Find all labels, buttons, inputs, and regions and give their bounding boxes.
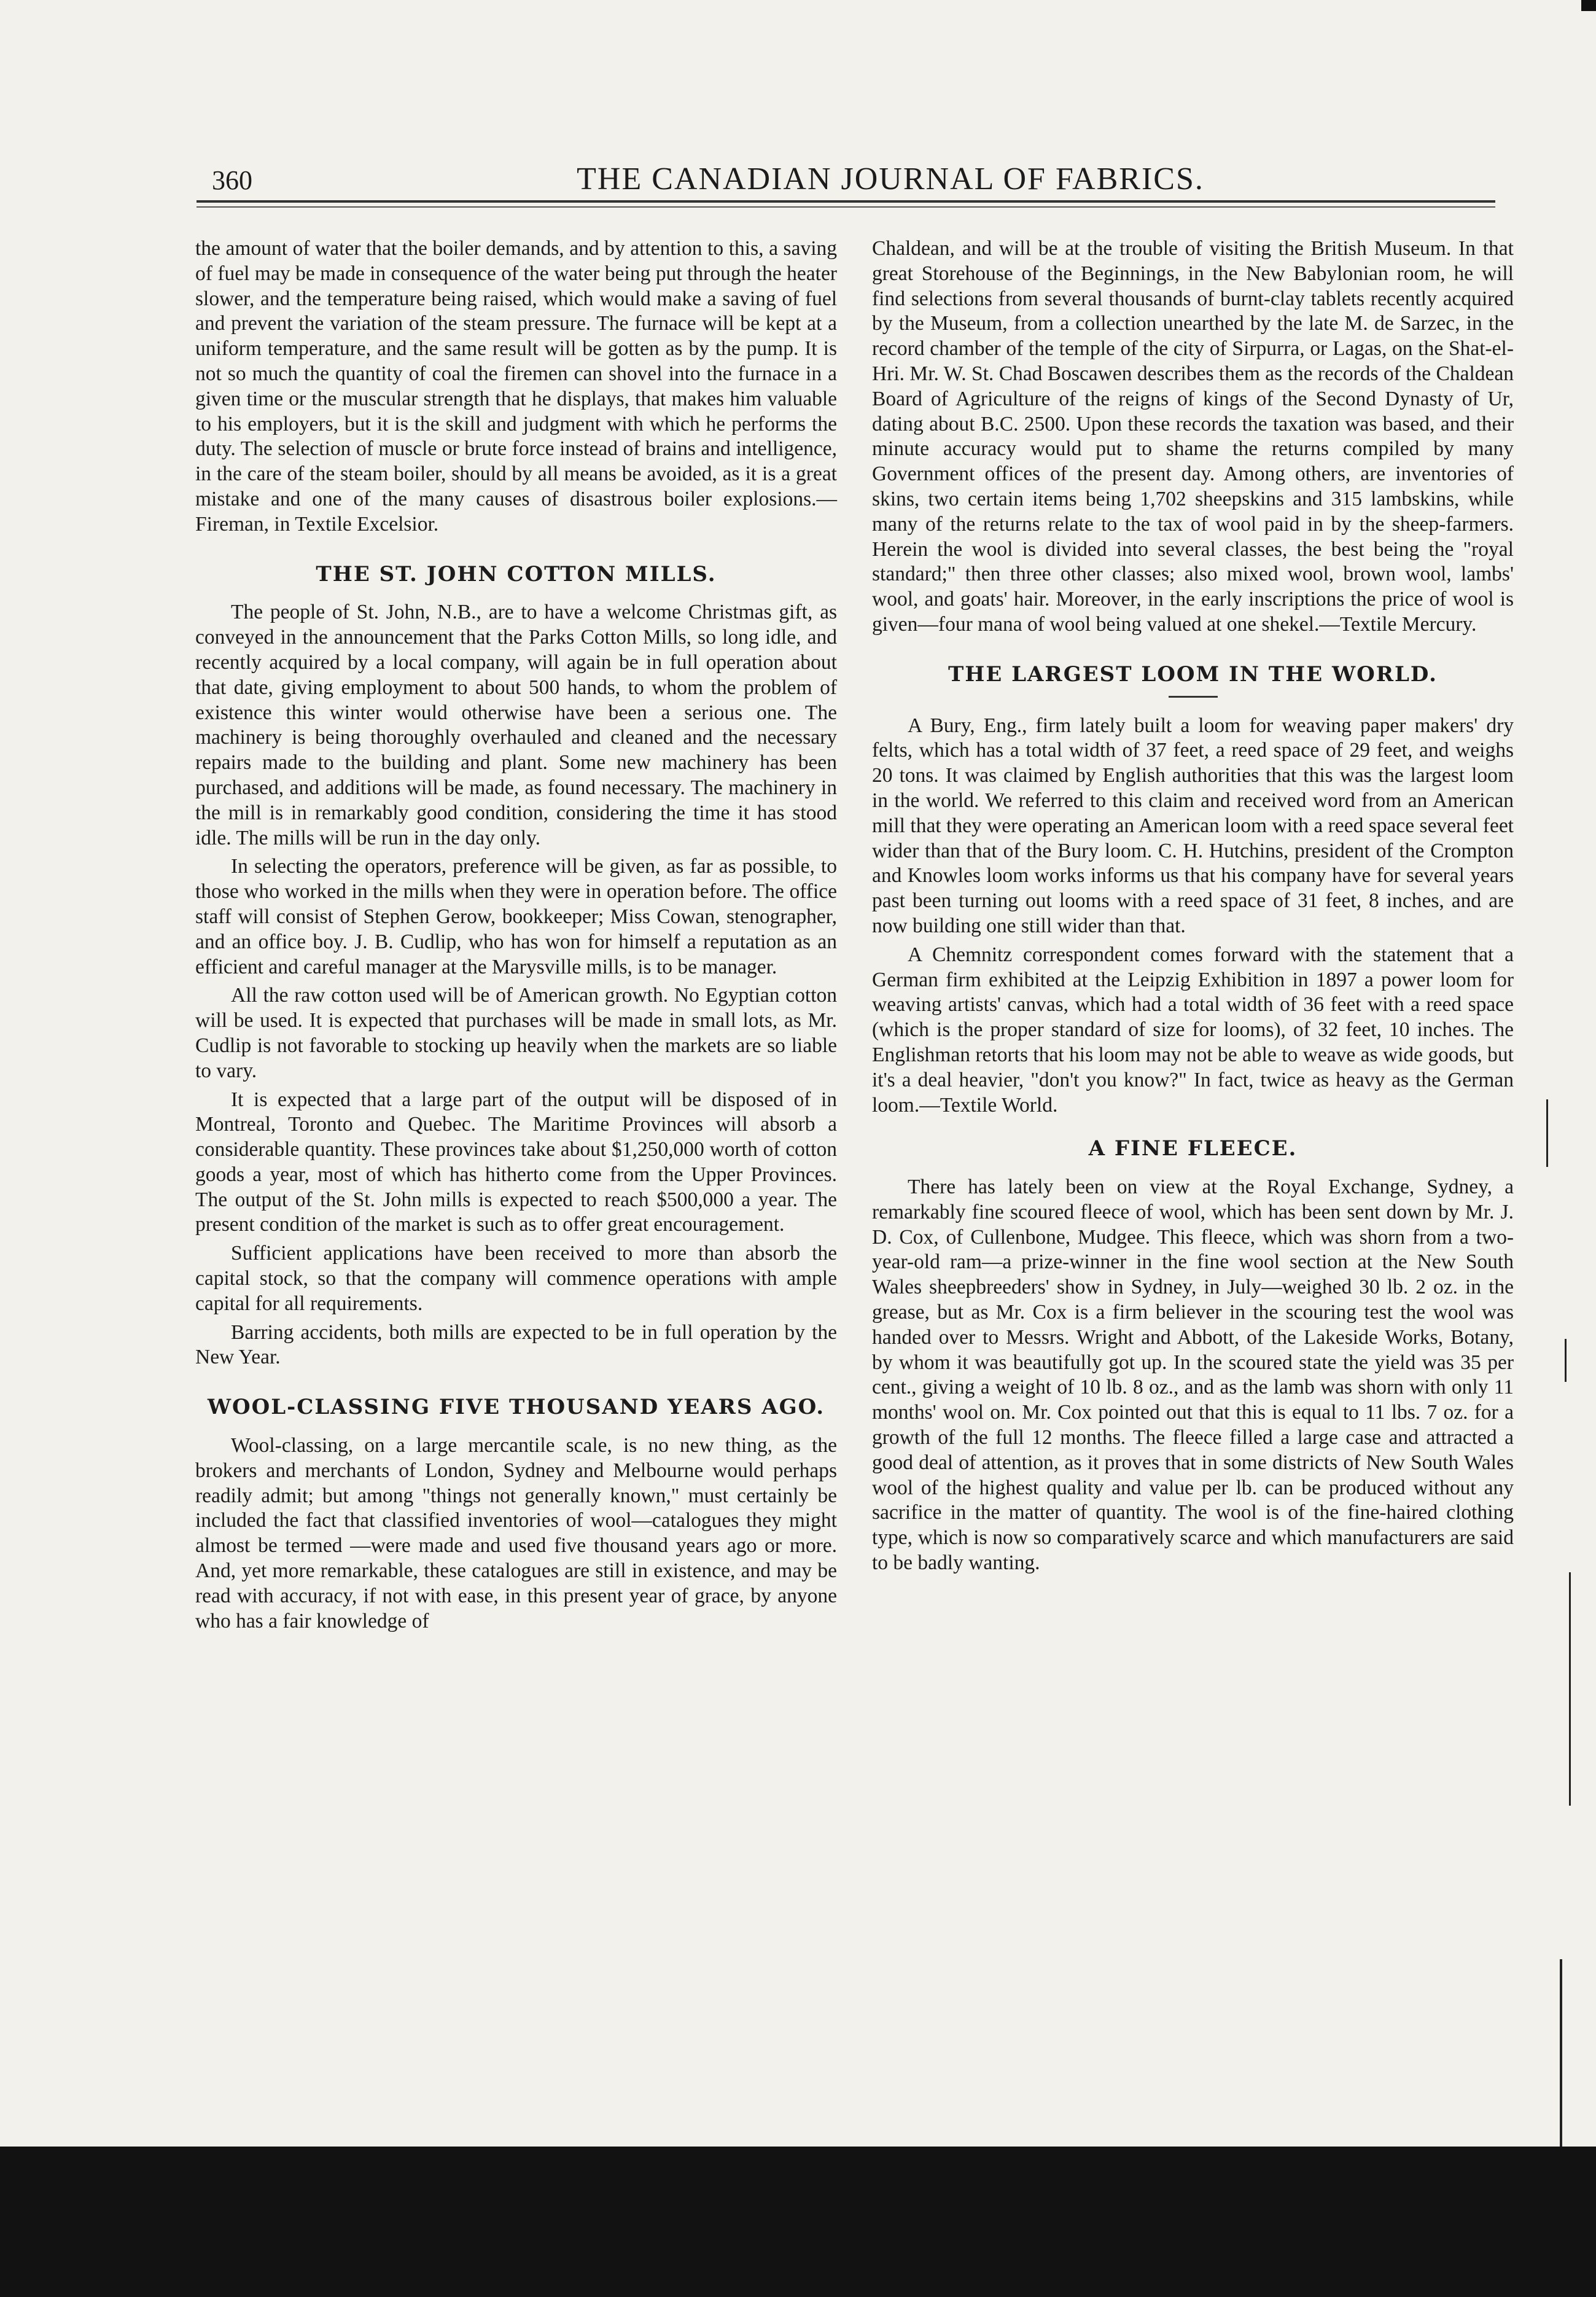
article-title-st-john-cotton-mills: THE ST. JOHN COTTON MILLS. (316, 561, 717, 587)
scan-margin-mark (1569, 1572, 1571, 1806)
scan-margin-mark (1546, 1099, 1548, 1167)
article-paragraph: The people of St. John, N.B., are to have a welcome Christmas gift, as conveyed in the announcement that the Parks Cotton Mills, so long idle, and recently acquired by a local company, will again be in full operation about that date, giving employment to about 500 hands, to whom the problem of existence this winter would otherwise have been a serious one. The machinery is being thoroughly overhauled and cleaned and the necessary repairs made to the building and plant. Some new machinery has been purchased, and additions will be made, as found necessary. The machinery in the mill is in remarkably good condition, considering the time it has stood idle. The mills will be run in the day only. (195, 601, 837, 849)
journal-title: THE CANADIAN JOURNAL OF FABRICS. (577, 162, 1204, 197)
article-title-largest-loom: THE LARGEST LOOM IN THE WORLD. (948, 661, 1438, 687)
article-paragraph: Sufficient applications have been received to more than absorb the capital stock, so that the company will commence operations with ample capital for all requirements. (195, 1242, 837, 1315)
article-paragraph: A Chemnitz correspondent comes forward with the statement that a German firm exhibited at the Leipzig Exhibition in 1897 a power loom for weaving artists' canvas, which had a total width of 36 feet with a reed space (which is the proper standard of size for looms), of 32 feet, 10 inches. The Englishman retorts that his loom may not be able to weave as wide goods, but it's a deal heavier, "don't you know?" In fact, twice as heavy as the German loom.—Textile World. (872, 943, 1514, 1117)
article-paragraph: Wool-classing, on a large mercantile scale, is no new thing, as the brokers and merchants of London, Sydney and Melbourne would perhaps readily admit; but among "things not generally known," must certainly be included the fact that classified inventories of wool—catalogues they might almost be termed —were made and used five thousand years ago or more. And, yet more remarkable, these catalogues are still in existence, and may be read with accuracy, if not with ease, in this present year of grace, by anyone who has a fair knowledge of (195, 1434, 837, 1632)
article-paragraph: Barring accidents, both mills are expected to be in full operation by the New Year. (195, 1320, 837, 1369)
title-rule (1169, 696, 1218, 698)
article-paragraph: A Bury, Eng., firm lately built a loom for weaving paper makers' dry felts, which has a total width of 37 feet, a reed space of 29 feet, and weighs 20 tons. It was claimed by English authorities that this was the largest loom in the world. We referred to this claim and received word from an American mill that they were operating an American loom with a reed space several feet wider than that of the Bury loom. C. H. Hutchins, president of the Crompton and Knowles loom works informs us that his company have for several years past been turning out looms with a reed space of 31 feet, 8 inches, and are now building one still wider than that. (872, 714, 1514, 937)
page-number: 360 (212, 165, 252, 195)
left-column (195, 236, 837, 1637)
article-title-fine-fleece: A FINE FLEECE. (1088, 1136, 1298, 1161)
right-column (872, 236, 1514, 1580)
article-title-wool-classing: WOOL-CLASSING FIVE THOUSAND YEARS AGO. (207, 1395, 825, 1420)
header-rule-thin (197, 206, 1495, 208)
scan-bottom-band (0, 2147, 1596, 2297)
header-rule (197, 200, 1495, 203)
article-paragraph: There has lately been on view at the Royal Exchange, Sydney, a remarkably fine scoured fleece of wool, which has been sent down by Mr. J. D. Cox, of Cullenbone, Mudgee. This fleece, which was shorn from a two-year-old ram—a prize-winner in the fine wool section at the New South Wales sheepbreeders' show in Sydney, in July—weighed 30 lb. 2 oz. in the grease, but as Mr. Cox is a firm believer in the scouring test the wool was handed over to Messrs. Wright and Abbott, of the Lakeside Works, Botany, by whom it was beautifully got up. In the scoured state the yield was 35 per cent., giving a weight of 10 lb. 8 oz., and as the lamb was shorn with only 11 months' wool on. Mr. Cox pointed out that this is equal to 11 lbs. 7 oz. for a growth of the full 12 months. The fleece filled a large case and attracted a good deal of attention, as it proves that in some districts of New South Wales wool of the highest quality and value per lb. can be produced without any sacrifice in the matter of quantity. The wool is of the fine-haired clothing type, which is now so comparatively scarce and which manufacturers are said to be badly wanting. (872, 1176, 1514, 1575)
article-paragraph: In selecting the operators, preference will be given, as far as possible, to those who worked in the mills when they were in operation before. The office staff will consist of Stephen Gerow, bookkeeper; Miss Cowan, stenographer, and an office boy. J. B. Cudlip, who has won for himself a reputation as an efficient and careful manager at the Marysville mills, is to be manager. (195, 855, 837, 978)
boiler-article-ending: the amount of water that the boiler demands, and by attention to this, a saving of fuel may be made in consequence of the water being put through the heater slower, and the temperature being raised, which would make a saving of fuel and prevent the variation of the steam pressure. The furnace will be kept at a uniform temperature, and the same result will be gotten as by the pump. It is not so much the quantity of coal the firemen can shovel into the furnace in a given time or the muscular strength that he displays, that makes him valuable to his employers, but it is the skill and judgment with which he performs the duty. The selection of muscle or brute force instead of brains and intelligence, in the care of the steam boiler, should by all means be avoided, as it is a great mistake and one of the many causes of disastrous boiler explosions.—Fireman, in Textile Excelsior. (195, 237, 837, 536)
wool-classing-continued: Chaldean, and will be at the trouble of visiting the British Museum. In that great Storehouse of the Beginnings, in the New Babylonian room, he will find selections from several thousands of burnt-clay tablets recently acquired by the Museum, from a collection unearthed by the late M. de Sarzec, in the record chamber of the temple of the city of Sirpurra, or Lagas, on the Shat-el-Hri. Mr. W. St. Chad Boscawen describes them as the records of the Chaldean Board of Agriculture of the reigns of kings of the Second Dynasty of Ur, dating about B.C. 2500. Upon these records the taxation was based, and their minute accuracy would put to shame the returns compiled by many Government offices of the present day. Among others, are inventories of skins, two certain items being 1,702 sheepskins and 315 lambskins, while many of the returns relate to the tax of wool paid in by the sheep-farmers. Herein the wool is divided into several classes, the best being the "royal standard;" then three other classes; also mixed wool, brown wool, lambs' wool, and goats' hair. Moreover, in the early inscriptions the price of wool is given—four mana of wool being valued at one shekel.—Textile Mercury. (872, 237, 1514, 636)
scan-margin-mark (1565, 1339, 1567, 1382)
scan-corner-mark (1581, 0, 1596, 11)
scan-margin-mark (1560, 1959, 1562, 2147)
article-paragraph: It is expected that a large part of the output will be disposed of in Montreal, Toronto and Quebec. The Maritime Provinces will absorb a considerable quantity. These provinces take about $1,250,000 worth of cotton goods a year, most of which has hitherto come from the Upper Provinces. The output of the St. John mills is expected to reach $500,000 a year. The present condition of the market is such as to offer great encouragement. (195, 1088, 837, 1236)
article-paragraph: All the raw cotton used will be of American growth. No Egyptian cotton will be used. It is expected that purchases will be made in small lots, as Mr. Cudlip is not favorable to stocking up heavily when the markets are so liable to vary. (195, 984, 837, 1082)
